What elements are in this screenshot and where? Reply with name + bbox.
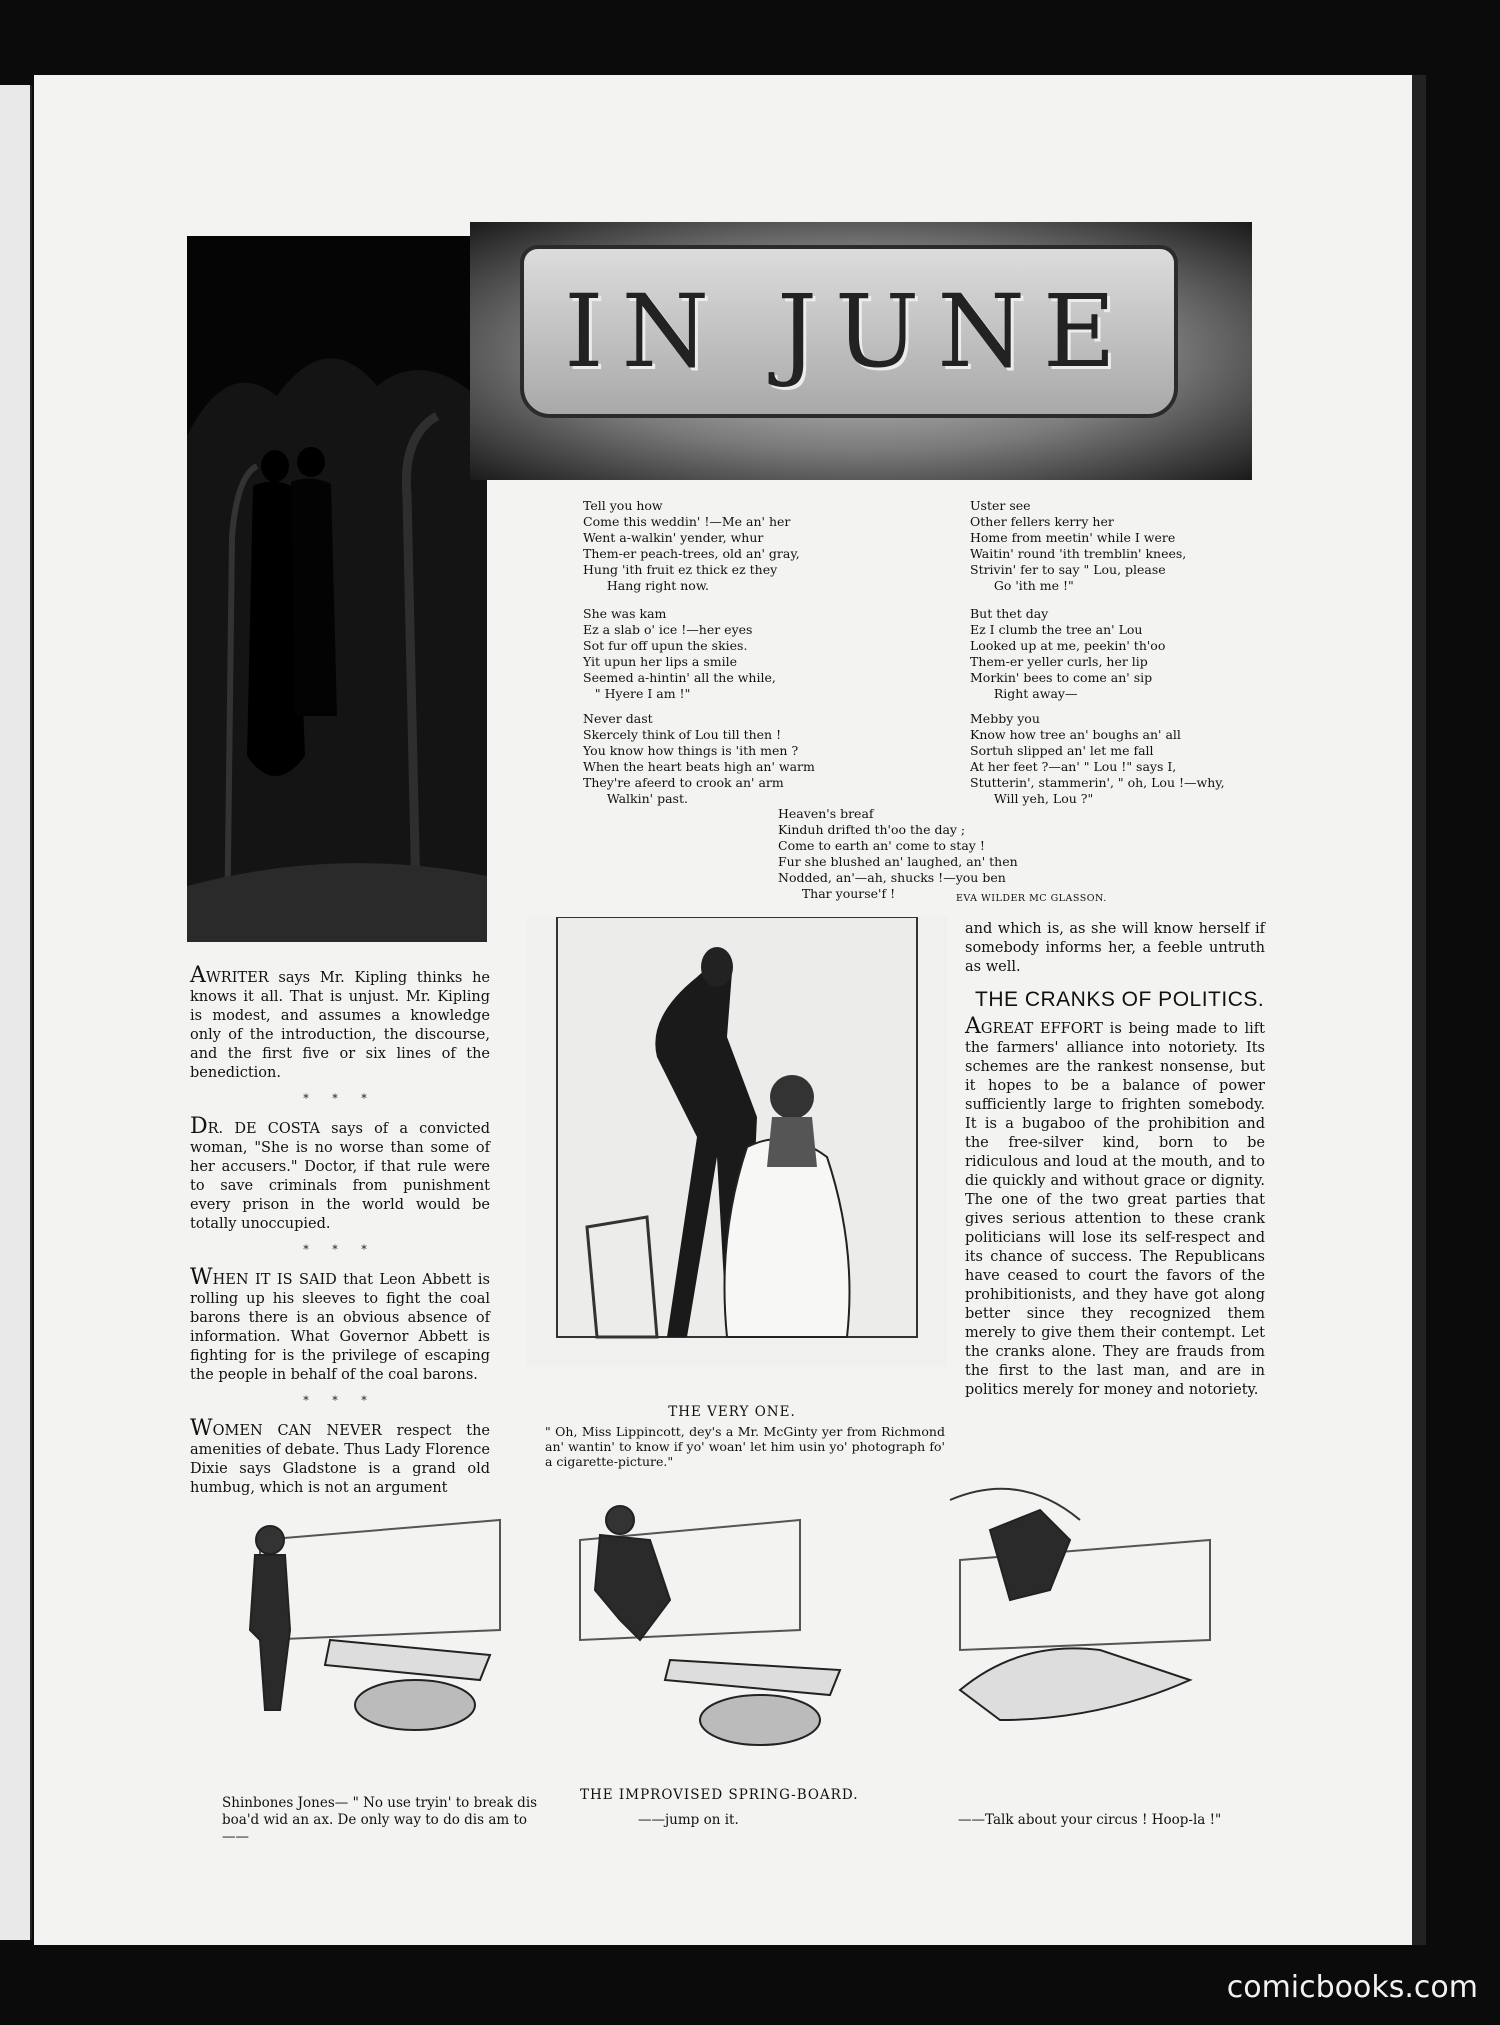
- separator-stars: * * *: [303, 1092, 377, 1105]
- editorial-paragraph: AWRITER says Mr. Kipling thinks he knows it all. That is unjust. Mr. Kipling is modest, and assumes a knowledge only of the introduction, the discourse, and the first five or six lines of the benediction.: [190, 963, 490, 1081]
- strip-caption-1: Shinbones Jones— " No use tryin' to break dis boa'd wid an ax. De only way to do dis am to——: [222, 1795, 538, 1845]
- strip-caption-2: ——jump on it.: [638, 1812, 739, 1828]
- book-binding: [0, 85, 32, 1940]
- poem-stanza: Heaven's breaf Kinduh drifted th'oo the day ; Come to earth an' come to stay ! Fur she blushed an' laughed, an' then Nodded, an'—ah, shucks !—you ben Thar yourse'f !: [778, 806, 1018, 901]
- spring-board-comic-strip: [200, 1480, 1270, 1780]
- poem-title: IN JUNE: [564, 273, 1134, 390]
- poem-stanza: Never dast Skercely think of Lou till then ! You know how things is 'ith men ? When the heart beats high an' warm They're afeerd to crook an' arm Walkin' past.: [583, 711, 815, 806]
- cartoon-caption: " Oh, Miss Lippincott, dey's a Mr. McGinty yer from Richmond an' wantin' to know if yo' woan' let him usin yo' photograph fo' a cigarette-picture.": [545, 1424, 945, 1469]
- poem-stanza: Uster see Other fellers kerry her Home from meetin' while I were Waitin' round 'ith tremblin' knees, Strivin' fer to say " Lou, please Go 'ith me !": [970, 498, 1187, 593]
- cartoon-title: THE VERY ONE.: [668, 1404, 796, 1420]
- strip-caption-3: ——Talk about your circus ! Hoop-la !": [958, 1812, 1222, 1828]
- poem-stanza: But thet day Ez I clumb the tree an' Lou Looked up at me, peekin' th'oo Them-er yeller curls, her lip Morkin' bees to come an' sip Right away—: [970, 606, 1166, 701]
- cranks-article: AGREAT EFFORT is being made to lift the farmers' alliance into notoriety. Its schemes are the rankest nonsense, but it hopes to be a balance of power sufficiently large to frighten somebody. It is a bugaboo of the prohibition and the free-silver kind, born to be ridiculous and loud at the mouth, and to die quickly and without grace or dignity. The one of the two great parties that gives serious attention to these crank politicians will lose its self-respect and its chance of success. The Republicans have ceased to court the favors of the prohibitionists, and they have got along better since they recognized them merely to give them their contempt. Let the cranks alone. They are frauds from the first to the last man, and are in politics merely for money and notoriety.: [965, 1014, 1265, 1398]
- strip-panel-3: [950, 1489, 1210, 1720]
- editorial-paragraph: WHEN IT IS SAID that Leon Abbett is rolling up his sleeves to fight the coal barons there is an obvious absence of information. What Governor Abbett is fighting for is the privilege of escaping the people in behalf of the coal barons.: [190, 1265, 490, 1383]
- left-column: [190, 963, 490, 1498]
- page-edge: [1412, 75, 1426, 1945]
- poem-stanza: She was kam Ez a slab o' ice !—her eyes Sot fur off upun the skies. Yit upun her lips a smile Seemed a-hintin' all the while, " Hyere I am !": [583, 606, 776, 701]
- editorial-paragraph: DR. DE COSTA says of a convicted woman, "She is no worse than some of her accusers." Doctor, if that rule were to save criminals from punishment every prison in the world would be totally unoccupied.: [190, 1114, 490, 1232]
- editorial-paragraph: WOMEN CAN NEVER respect the amenities of debate. Thus Lady Florence Dixie says Gladstone is a grand old humbug, which is not an argument: [190, 1416, 490, 1496]
- title-plaque: [520, 245, 1178, 418]
- poem-stanza: Mebby you Know how tree an' boughs an' all Sortuh slipped an' let me fall At her feet ?—an' " Lou !" says I, Stutterin', stammerin', " oh, Lou !—why, Will yeh, Lou ?": [970, 711, 1225, 806]
- separator-stars: * * *: [303, 1243, 377, 1256]
- couple-silhouette-illustration: [187, 236, 487, 942]
- section-heading: THE CRANKS OF POLITICS.: [975, 988, 1265, 1011]
- poem-stanza: Tell you how Come this weddin' !—Me an' her Went a-walkin' yender, whur Them-er peach-trees, old an' gray, Hung 'ith fruit ez thick ez they Hang right now.: [583, 498, 800, 593]
- separator-stars: * * *: [303, 1394, 377, 1407]
- the-very-one-cartoon: [527, 917, 947, 1367]
- site-watermark: comicbooks.com: [1226, 1970, 1478, 2005]
- strip-title: THE IMPROVISED SPRING-BOARD.: [580, 1787, 859, 1803]
- poem-byline: EVA WILDER MC GLASSON.: [956, 893, 1107, 904]
- right-column-continuation: and which is, as she will know herself if somebody informs her, a feeble untruth as well.: [965, 921, 1265, 975]
- strip-panel-2: [580, 1506, 840, 1745]
- strip-panel-1: [250, 1520, 500, 1730]
